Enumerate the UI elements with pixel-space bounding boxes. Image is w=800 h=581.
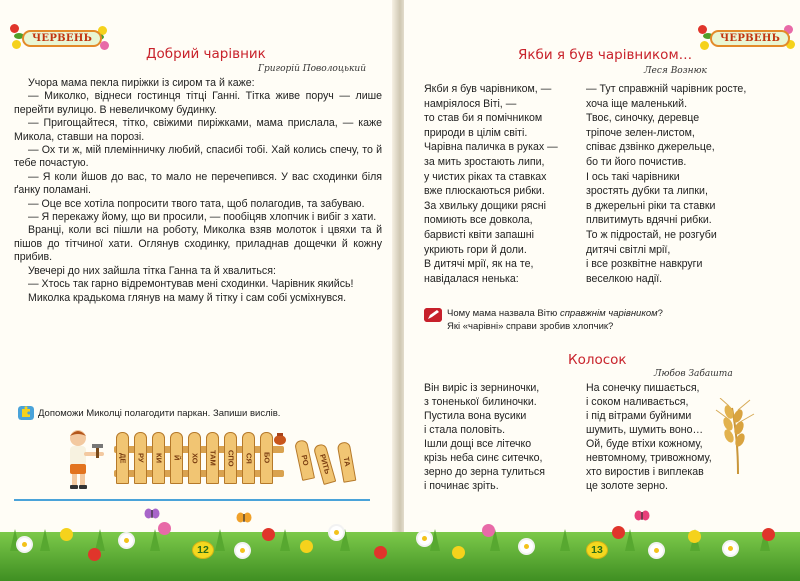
- poem-line: барвисті квіти запашні: [424, 228, 535, 241]
- poem-line: шумить, шумить воно…: [586, 424, 704, 436]
- loose-board: ТА: [337, 441, 357, 483]
- butterfly-icon: [634, 510, 650, 521]
- story-paragraph: Вранці, коли всі пішли на роботу, Миколка взяв молоток і цвяхи та й пішов до тітчиної хати. Оглянув сходинку, приладнав дощечки й кожну прибив.: [14, 224, 382, 264]
- story-paragraph: — Ох ти ж, мій племінничку любий, спасибі тобі. Хай колись спечу, то й тебе почастую.: [14, 144, 382, 170]
- wheat-ear-illustration: [712, 398, 758, 474]
- task-text: Допоможи Миколці полагодити паркан. Запиши вислів.: [38, 407, 281, 419]
- poem2-author: Любов Забашта: [654, 369, 733, 379]
- fence-picket: РУ: [134, 432, 147, 484]
- poem-line: за мить зростають липи,: [424, 155, 545, 168]
- fence-picket: СЯ: [242, 432, 255, 484]
- story-paragraph: Миколка крадькома глянув на маму й тітку і сам собі усміхнувся.: [28, 291, 347, 304]
- task-instruction: [18, 406, 280, 420]
- story-author: Григорій Поволоцький: [258, 64, 366, 74]
- month-banner-right: [698, 22, 796, 54]
- poem-line: І ось такі чарівники: [586, 170, 680, 183]
- story-paragraph: — Я перекажу йому, що ви просили, — пообіцяв хлопчик і вибіг з хати.: [28, 211, 377, 224]
- poem-line: На сонечку пишається,: [586, 382, 700, 394]
- poem-line: укриють гори й доли.: [424, 243, 527, 256]
- fence-picket: ТАМ: [206, 432, 219, 484]
- loose-board: РИТЬ: [313, 443, 337, 485]
- story-text: [14, 77, 382, 305]
- pencil-icon: [424, 308, 442, 322]
- poem-line: і соком наливається,: [586, 396, 689, 408]
- poem-line: дитячі світлі мрії,: [586, 243, 671, 256]
- poem-line: За хвильку дощики рясні: [424, 199, 546, 212]
- poem-line: природи в цілім світі.: [424, 126, 528, 139]
- fence: [114, 432, 284, 488]
- poem-line: навідалася ненька:: [424, 272, 519, 285]
- poem-line: Ішли дощі все літечко: [424, 438, 532, 450]
- poem-line: Чарівна паличка в руках —: [424, 141, 558, 154]
- butterfly-icon: [144, 508, 160, 519]
- divider-line: [14, 499, 370, 501]
- poem-line: з тоненької билиночки.: [424, 396, 537, 408]
- month-banner-left: [10, 22, 110, 54]
- poem-line: у чистих ріках та ставках: [424, 170, 547, 183]
- loose-board: РО: [294, 439, 315, 481]
- story-paragraph: — Пригощайтеся, тітко, свіжими пиріжками, мама прислала, — каже Микола, ставши на порозі.: [14, 117, 382, 143]
- fence-picket: ХО: [188, 432, 201, 484]
- puzzle-icon: [18, 406, 34, 420]
- poem-line: невтомному, тривожному,: [586, 452, 712, 464]
- fence-picket: БО: [260, 432, 273, 484]
- page-number-left: 12: [192, 541, 214, 559]
- poem-line: співає дзвінко джерельце,: [586, 141, 715, 154]
- poem-line: помиють все довкола,: [424, 214, 533, 227]
- meadow-border: [0, 508, 800, 581]
- poem1-author: Леся Вознюк: [644, 66, 707, 76]
- story-paragraph: — Миколко, віднеси гостинця тітці Ганні. Тітка живе поруч — лише перейти вулицю. В невеличкому будинку.: [14, 90, 382, 116]
- poem-line: Він виріс із зерниночки,: [424, 382, 540, 394]
- poem-line: плвитимуть вдячні рибки.: [586, 214, 712, 227]
- fence-picket: Й: [170, 432, 183, 484]
- page-number-right: 13: [586, 541, 608, 559]
- poem-line: бо ти його почистив.: [586, 155, 687, 168]
- boy-illustration: [62, 428, 108, 490]
- pot-icon: [272, 432, 288, 446]
- poem-line: В дитячі мрії, як на те,: [424, 258, 534, 271]
- poem-line: в джерельні ріки та ставки: [586, 199, 716, 212]
- poem-line: то став би я помічником: [424, 112, 543, 125]
- story-paragraph: — Оце все хотіла попросити твого тата, щоб полагодив, та забуваю.: [28, 197, 365, 210]
- poem-line: вже плюскаються рибки.: [424, 185, 545, 198]
- poem-line: То ж підростай, не розгуби: [586, 228, 717, 241]
- story-title: Добрий чарівник: [146, 46, 266, 62]
- poem1-column-2: [586, 82, 746, 286]
- poem-line: Ой, буде втіхи кожному,: [586, 438, 703, 450]
- story-paragraph: Увечері до них зайшла тітка Ганна та й хвалиться:: [28, 264, 276, 277]
- butterfly-icon: [236, 512, 252, 523]
- poem-line: і все розквітне навкруги: [586, 258, 703, 271]
- story-paragraph: Учора мама пекла пиріжки із сиром та й каже:: [28, 77, 255, 89]
- poem-line: крізь неба синє ситечко,: [424, 452, 543, 464]
- poem-line: і починає зріть.: [424, 480, 499, 492]
- poem-line: зростять дубки та липки,: [586, 185, 708, 198]
- poem-line: це золоте зерно.: [586, 480, 668, 492]
- month-label: ЧЕРВЕНЬ: [22, 30, 102, 47]
- fence-picket: КИ: [152, 432, 165, 484]
- fence-picket: СПО: [224, 432, 237, 484]
- poem-line: намріялося Віті, —: [424, 97, 517, 110]
- poem-line: і стала половіть.: [424, 424, 506, 436]
- left-page: [0, 0, 396, 581]
- poem-line: тріпоче зелен-листом,: [586, 126, 695, 139]
- poem2-title: Колосок: [568, 352, 627, 368]
- poem-line: Якби я був чарівником, —: [424, 83, 552, 95]
- poem-line: — Тут справжній чарівник росте,: [586, 83, 747, 95]
- poem-line: хто виростив і виплекав: [586, 466, 704, 478]
- poem1-column-1: [424, 82, 558, 286]
- fence-picket: ДЕ: [116, 432, 129, 484]
- question-text: Чому мама назвала Вітю справжнім чарівником? Які «чарівні» справи зробив хлопчик?: [447, 308, 663, 332]
- story-paragraph: — Я коли йшов до вас, то мало не перечепився. У вас сходинки біля ґанку поламані.: [14, 170, 382, 197]
- poem-line: Пустила вона вусики: [424, 410, 527, 422]
- poem1-question: [424, 307, 754, 333]
- month-label: ЧЕРВЕНЬ: [710, 30, 790, 47]
- poem-line: зерно до зерна тулиться: [424, 466, 545, 478]
- poem2-column-1: [424, 381, 545, 493]
- fence-illustration: [62, 422, 372, 492]
- poem-line: хоча іще маленький.: [586, 97, 688, 110]
- poem-line: і під вітрами буйними: [586, 410, 692, 422]
- poem1-title: Якби я був чарівником…: [518, 47, 693, 63]
- poem-line: веселкою надії.: [586, 272, 663, 285]
- story-paragraph: — Хтось так гарно відремонтував мені сходинки. Чарівник якийсь!: [28, 278, 354, 291]
- poem-line: Твоє, синочку, деревце: [586, 112, 700, 125]
- poem2-column-2: [586, 381, 712, 493]
